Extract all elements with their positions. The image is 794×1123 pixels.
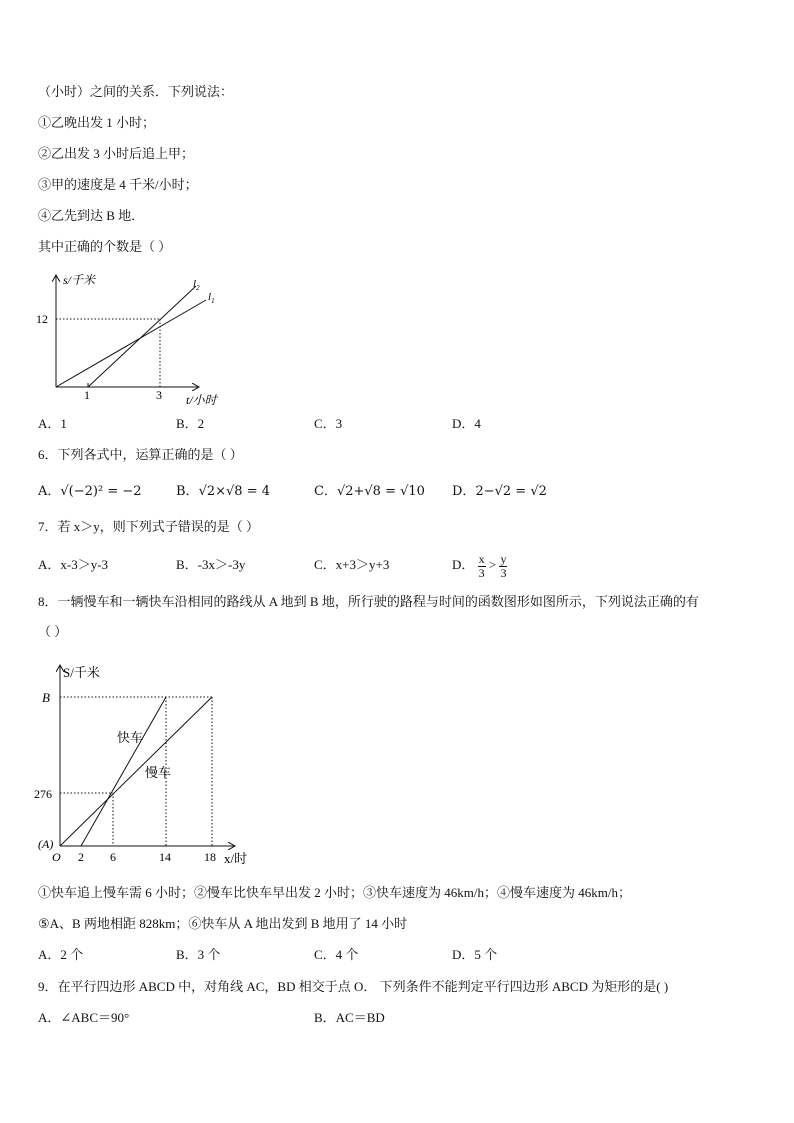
q5-option-d: D．4 [452,416,481,431]
q8-option-d: D．5 个 [452,947,498,962]
q8-y-tick-b: B [42,690,50,705]
q5-x-tick-3: 3 [156,388,162,402]
q5-x-label: t/小时 [186,393,217,407]
q5-y-tick-12: 12 [36,312,48,326]
q5-intro: （小时）之间的关系．下列说法： [38,84,234,99]
q8-stem-cont: （ ） [38,624,68,639]
q7-option-d-prefix: D． [452,557,475,572]
q8-statements-2: ⑤A、B 两地相距 828km；⑥快车从 A 地出发到 B 地用了 14 小时 [38,916,408,931]
q7-frac-y3: $\frac{y}{3}$ [500,551,507,580]
q9-option-a: A．∠ABC＝90° [38,1010,130,1025]
q5-line-l1 [56,300,206,387]
q5-question: 其中正确的个数是（ ） [38,239,172,254]
q7-option-c: C．x+3＞y+3 [314,557,390,572]
q9-option-b: B．AC＝BD [314,1010,385,1025]
q5-line-l2 [88,286,196,387]
q8-option-b: B．3 个 [176,947,221,962]
q5-statement-2: ②乙出发 3 小时后追上甲； [38,146,195,161]
q5-option-c: C．3 [314,416,343,431]
q5-l1-label: $l_1$ [208,291,215,305]
q7-option-a: A．x-3＞y-3 [38,557,109,572]
q8-graph [34,660,264,870]
q7-option-d [452,548,507,582]
q5-statement-4: ④乙先到达 B 地． [38,208,145,223]
q5-statement-3: ③甲的速度是 4 千米/小时； [38,177,198,192]
q8-statements-1: ①快车追上慢车需 6 小时；②慢车比快车早出发 2 小时；③快车速度为 46km/h；④慢车速度为 46km/h； [38,885,631,900]
q5-l2-label: $l_2$ [193,278,200,292]
q6-option-c: C．√2+√8 = √10 [314,484,425,499]
q9-stem: 9．在平行四边形 ABCD 中，对角线 AC，BD 相交于点 O． 下列条件不能判定平行四边形 ABCD 为矩形的是( ) [38,979,669,994]
q8-origin-a: (A) [38,837,54,851]
q8-y-tick-276: 276 [34,787,52,801]
q8-x-tick-2: 2 [78,850,84,864]
q8-slow-label: 慢车 [145,765,172,780]
q7-option-b: B．-3x＞-3y [176,557,246,572]
q8-x-tick-18: 18 [204,850,216,864]
q5-y-label: s/千米 [63,273,96,287]
q5-option-a: A．1 [38,416,67,431]
q8-stem: 8．一辆慢车和一辆快车沿相同的路线从 A 地到 B 地，所行驶的路程与时间的函数图形如图所示，下列说法正确的有 [38,594,699,609]
q8-origin-o: O [52,850,61,864]
q6-option-b: B．√2×√8 = 4 [176,484,270,499]
q8-option-a: A．2 个 [38,947,84,962]
q7-frac-x3: $\frac{x}{3}$ [478,551,485,580]
q5-graph [30,268,240,410]
q8-slow-line [60,697,212,846]
q8-x-tick-6: 6 [110,850,116,864]
q5-x-tick-1: 1 [84,388,90,402]
q8-x-label: x/时 [224,851,248,866]
q6-option-d: D．2−√2 = √2 [452,484,547,499]
q6-stem: 6．下列各式中，运算正确的是（ ） [38,447,243,462]
q8-option-c: C．4 个 [314,947,359,962]
q8-fast-label: 快车 [117,730,144,745]
q8-x-tick-14: 14 [159,850,171,864]
q7-stem: 7．若 x＞y，则下列式子错误的是（ ） [38,519,260,534]
q6-option-a: A．√(−2)² = −2 [38,484,142,499]
q8-y-label: S/千米 [63,665,100,680]
q5-statement-1: ①乙晚出发 1 小时； [38,115,156,130]
q7-gt-sign: > [488,557,497,572]
q5-option-b: B．2 [176,416,205,431]
